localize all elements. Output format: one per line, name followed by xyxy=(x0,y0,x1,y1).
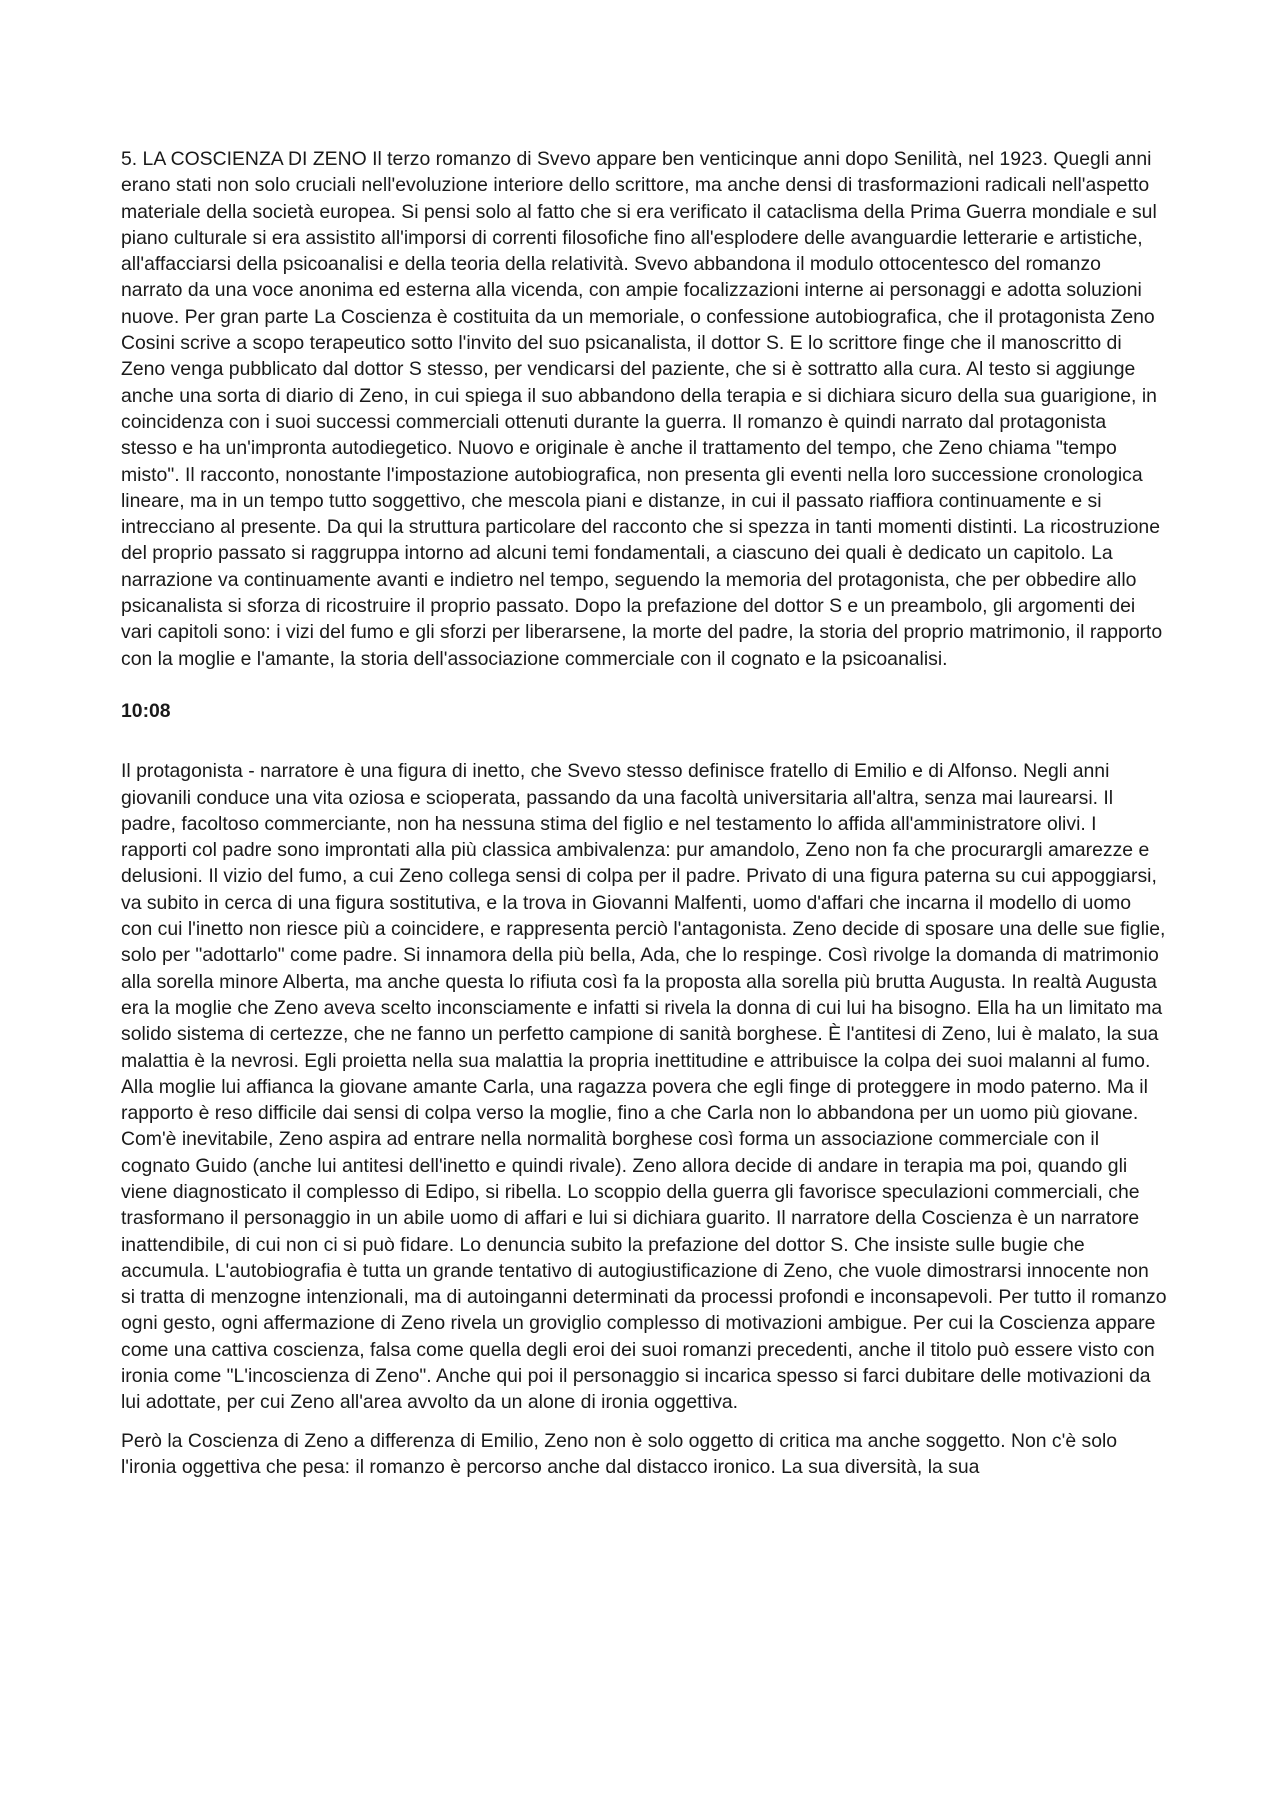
paragraph-protagonist: Il protagonista - narratore è una figura di inetto, che Svevo stesso definisce fratello di Emilio e di Alfonso. Negli anni giovanili conduce una vita oziosa e scioperata, passando da una facoltà universitaria all'altra, senza mai laurearsi. Il padre, facoltoso commerciante, non ha nessuna stima del figlio e nel testamento lo affida all'amministratore olivi. I rapporti col padre sono improntati alla più classica ambivalenza: pur amandolo, Zeno non fa che procurargli amarezze e delusioni. Il vizio del fumo, a cui Zeno collega sensi di colpa per il padre. Privato di una figura paterna su cui appoggiarsi, va subito in cerca di una figura sostitutiva, e la trova in Giovanni Malfenti, uomo d'affari che incarna il modello di uomo con cui l'inetto non riesce più a coincidere, e rappresenta perciò l'antagonista. Zeno decide di sposare una delle sue figlie, solo per "adottarlo" come padre. Si innamora della più bella, Ada, che lo respinge. Così rivolge la domanda di matrimonio alla sorella minore Alberta, ma anche questa lo rifiuta così fa la proposta alla sorella più brutta Augusta. In realtà Augusta era la moglie che Zeno aveva scelto inconsciamente e infatti si rivela la donna di cui lui ha bisogno. Ella ha un limitato ma solido sistema di certezze, che ne fanno un perfetto campione di sanità borghese. È l'antitesi di Zeno, lui è malato, la sua malattia è la nevrosi. Egli proietta nella sua malattia la propria inettitudine e attribuisce la colpa dei suoi malanni al fumo. Alla moglie lui affianca la giovane amante Carla, una ragazza povera che egli finge di proteggere in modo paterno. Ma il rapporto è reso difficile dai sensi di colpa verso la moglie, fino a che Carla non lo abbandona per un uomo più giovane. Com'è inevitabile, Zeno aspira ad entrare nella normalità borghese così forma un associazione commerciale con il cognato Guido (anche lui antitesi dell'inetto e quindi rivale). Zeno allora decide di andare in terapia ma poi, quando gli viene diagnosticato il complesso di Edipo, si ribella. Lo scoppio della guerra gli favorisce speculazioni commerciali, che trasformano il personaggio in un abile uomo di affari e lui si dichiara guarito. Il narratore della Coscienza è un narratore inattendibile, di cui non ci si può fidare. Lo denuncia subito la prefazione del dottor S. Che insiste sulle bugie che accumula. L'autobiografia è tutta un grande tentativo di autogiustificazione di Zeno, che vuole dimostrarsi innocente non si tratta di menzogne intenzionali, ma di autoinganni determinati da processi profondi e inconsapevoli. Per tutto il romanzo ogni gesto, ogni affermazione di Zeno rivela un groviglio complesso di motivazioni ambigue. Per cui la Coscienza appare come una cattiva coscienza, falsa come quella degli eroi dei suoi romanzi precedenti, anche il titolo può essere visto con ironia come "L'incoscienza di Zeno". Anche qui poi il personaggio si incarica spesso si farci dubitare delle motivazioni da lui adottate, per cui Zeno all'area avvolto da un alone di ironia oggettiva. xyxy=(121,760,1167,1414)
document-page xyxy=(121,146,1167,1480)
paragraph-intro: 5. LA COSCIENZA DI ZENO Il terzo romanzo di Svevo appare ben venticinque anni dopo Senilità, nel 1923. Quegli anni erano stati non solo cruciali nell'evoluzione interiore dello scrittore, ma anche densi di trasformazioni radicali nell'aspetto materiale della società europea. Si pensi solo al fatto che si era verificato il cataclisma della Prima Guerra mondiale e sul piano culturale si era assistito all'imporsi di correnti filosofiche fino all'esplodere delle avanguardie letterarie e artistiche, all'affacciarsi della psicoanalisi e della teoria della relatività. Svevo abbandona il modulo ottocentesco del romanzo narrato da una voce anonima ed esterna alla vicenda, con ampie focalizzazioni interne ai personaggi e adotta soluzioni nuove. Per gran parte La Coscienza è costituita da un memoriale, o confessione autobiografica, che il protagonista Zeno Cosini scrive a scopo terapeutico sotto l'invito del suo psicanalista, il dottor S. E lo scrittore finge che il manoscritto di Zeno venga pubblicato dal dottor S stesso, per vendicarsi del paziente, che si è sottratto alla cura. Al testo si aggiunge anche una sorta di diario di Zeno, in cui spiega il suo abbandono della terapia e si dichiara sicuro della sua guarigione, in coincidenza con i suoi successi commerciali ottenuti durante la guerra. Il romanzo è quindi narrato dal protagonista stesso e ha un'impronta autodiegetico. Nuovo e originale è anche il trattamento del tempo, che Zeno chiama "tempo misto". Il racconto, nonostante l'impostazione autobiografica, non presenta gli eventi nella loro successione cronologica lineare, ma in un tempo tutto soggettivo, che mescola piani e distanze, in cui il passato riaffiora continuamente e si intrecciano al presente. Da qui la struttura particolare del racconto che si spezza in tanti momenti distinti. La ricostruzione del proprio passato si raggruppa intorno ad alcuni temi fondamentali, a ciascuno dei quali è dedicato un capitolo. La narrazione va continuamente avanti e indietro nel tempo, seguendo la memoria del protagonista, che per obbedire allo psicanalista si sforza di ricostruire il proprio passato. Dopo la prefazione del dottor S e un preambolo, gli argomenti dei vari capitoli sono: i vizi del fumo e gli sforzi per liberarsene, la morte del padre, la storia del proprio matrimonio, il rapporto con la moglie e l'amante, la storia dell'associazione commerciale con il cognato e la psicoanalisi. xyxy=(121,148,1163,670)
time-heading: 10:08 xyxy=(121,699,171,722)
paragraph-irony: Però la Coscienza di Zeno a differenza di Emilio, Zeno non è solo oggetto di critica ma anche soggetto. Non c'è solo l'ironia oggettiva che pesa: il romanzo è percorso anche dal distacco ironico. La sua diversità, la sua xyxy=(121,1429,1118,1478)
